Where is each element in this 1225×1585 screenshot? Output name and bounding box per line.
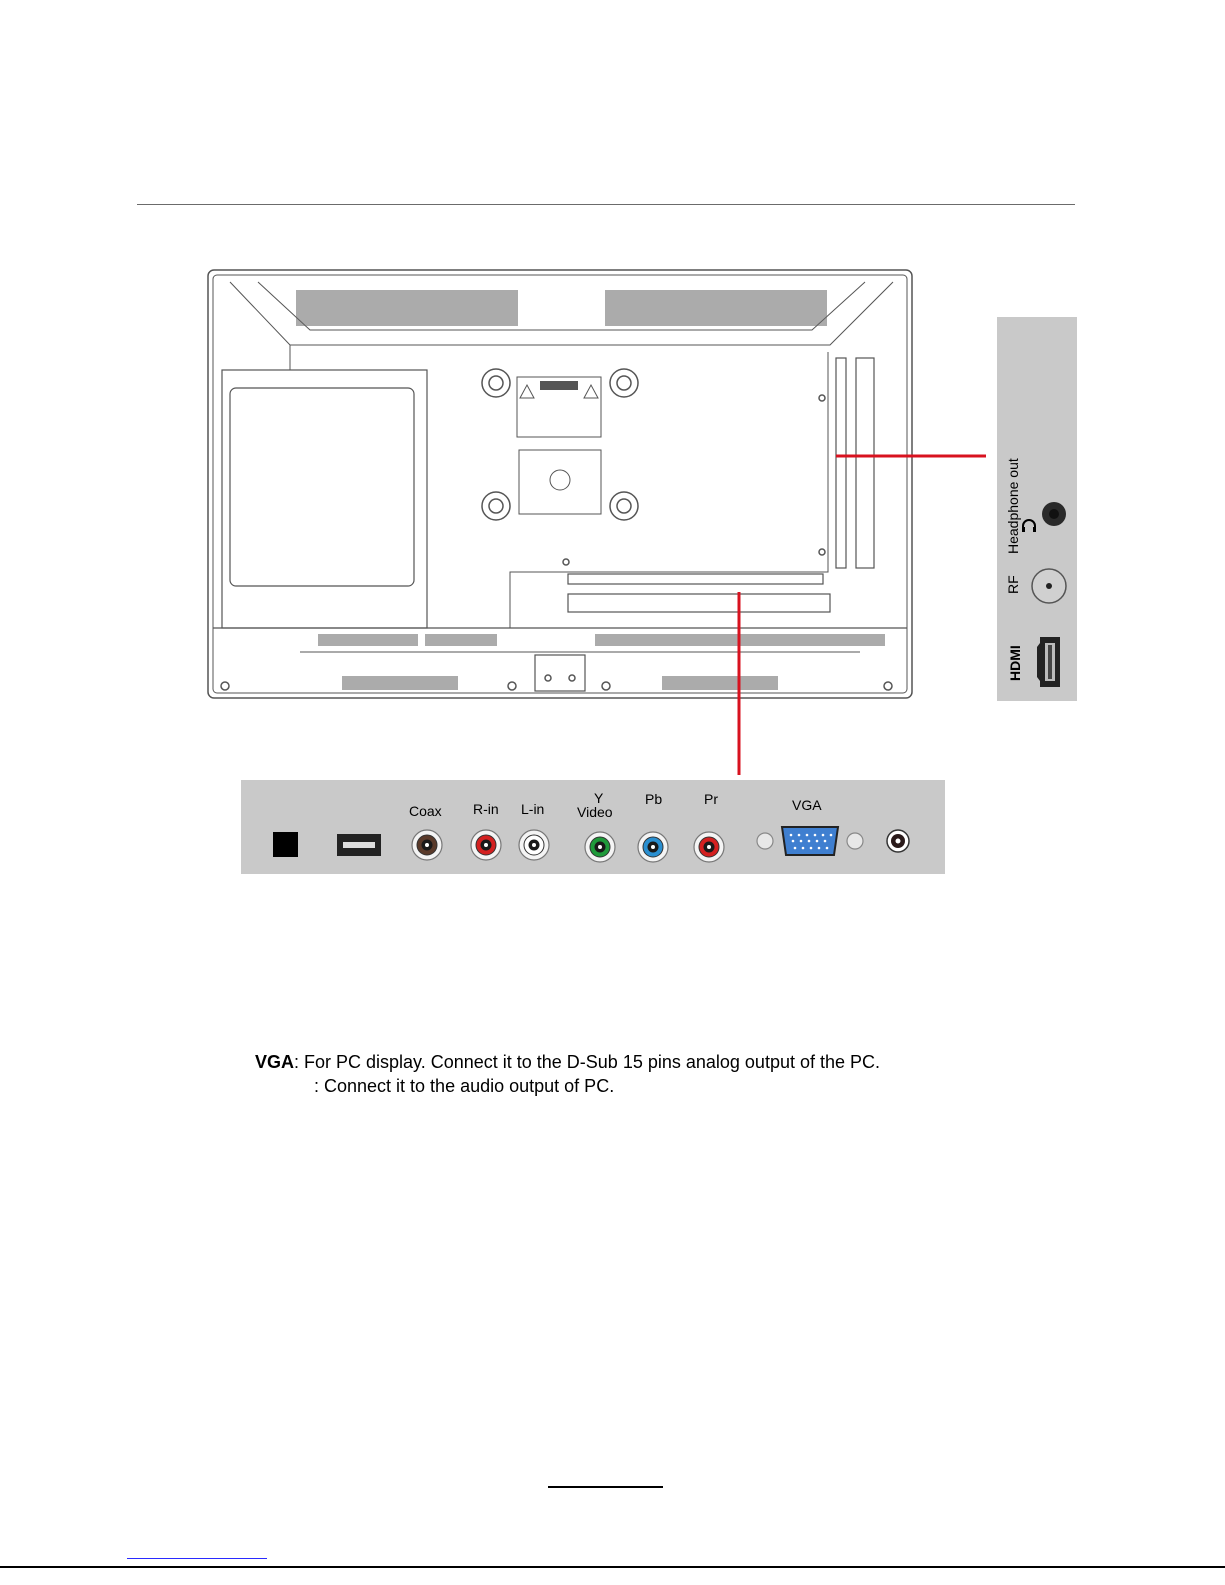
vga-description-text: : For PC display. Connect it to the D-Sub 15 pins analog output of the PC.: [294, 1052, 881, 1072]
pr-label: Pr: [704, 791, 718, 807]
headphone-jack[interactable]: [1041, 501, 1067, 527]
y-label: Y: [594, 790, 604, 806]
usb-port[interactable]: [337, 834, 381, 856]
footer-rule: [0, 1566, 1225, 1568]
coax-label: Coax: [409, 803, 442, 819]
page-number-rule: [548, 1486, 663, 1488]
coax-jack[interactable]: [411, 829, 443, 861]
pc-audio-jack[interactable]: [886, 829, 910, 853]
r-in-label: R-in: [473, 801, 499, 817]
headphone-out-label: Headphone out: [1005, 458, 1021, 554]
optical-port[interactable]: [273, 832, 298, 857]
pc-audio-description: : Connect it to the audio output of PC.: [314, 1076, 615, 1096]
pr-jack[interactable]: [693, 831, 725, 863]
rf-connector[interactable]: [1031, 568, 1067, 604]
l-in-jack[interactable]: [518, 829, 550, 861]
side-input-panel: [997, 317, 1077, 701]
l-in-label: L-in: [521, 801, 545, 817]
rf-label: RF: [1005, 575, 1021, 594]
y-video-jack[interactable]: [584, 831, 616, 863]
vga-label: VGA: [792, 797, 822, 813]
vga-port[interactable]: [755, 824, 865, 858]
vga-description: [255, 1052, 880, 1073]
footer-link-rule: [127, 1558, 267, 1559]
pb-label: Pb: [645, 791, 663, 807]
hdmi-label: HDMI: [1007, 645, 1023, 681]
headphone-icon: [1021, 517, 1037, 533]
bottom-input-panel: [241, 780, 945, 874]
hdmi-port[interactable]: [1037, 635, 1063, 689]
video-label: Video: [577, 804, 613, 820]
r-in-jack[interactable]: [470, 829, 502, 861]
pb-jack[interactable]: [637, 831, 669, 863]
vga-term: VGA: [255, 1052, 295, 1072]
